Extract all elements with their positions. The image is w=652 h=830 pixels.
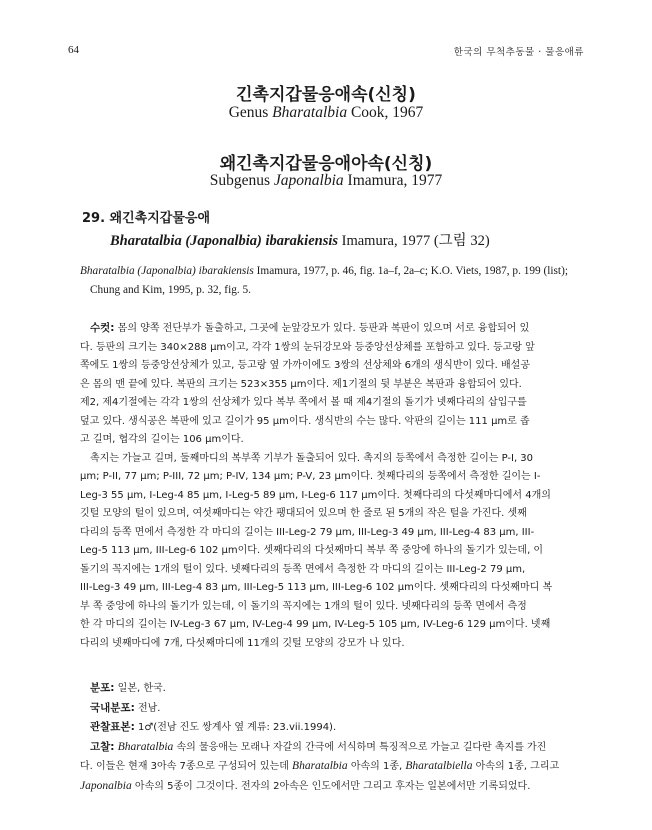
page-header xyxy=(68,44,584,58)
domestic-label: 국내분포: xyxy=(90,701,135,714)
desc-line: 은 몸의 맨 끝에 있다. 복판의 크기는 523×355 μm이다. 제1기절의 뒷 부분은 복판과 융합되어 있다. xyxy=(80,378,522,390)
page-number: 64 xyxy=(68,44,79,56)
subgenus-name: Japonalbia xyxy=(273,172,344,189)
subgenus-latin-title xyxy=(0,172,652,190)
species-heading xyxy=(82,207,490,250)
desc-line: 제2, 제4기절에는 각각 1쌍의 선상체가 있다 복부 쪽에서 볼 때 제4기절의 돌기가 넷째다리의 삽입구를 xyxy=(80,397,527,408)
synonymy-line-2: Chung and Kim, 1995, p. 32, fig. 5. xyxy=(90,284,251,296)
desc-line: III-Leg-3 49 μm, III-Leg-4 83 μm, III-Leg-5 113 μm, III-Leg-6 102 μm이다. 셋째다리의 다섯째마디 복 xyxy=(80,582,553,593)
notes-section xyxy=(80,679,578,796)
desc-line: 부 쪽 중앙에 하나의 돌기가 있는데, 이 돌기의 꼭지에는 1개의 털이 있다. 넷째다리의 등쪽 면에서 측정 xyxy=(80,600,527,612)
desc-line: 다리의 넷째마디에 7개, 다섯째마디에 11개의 깃털 모양의 강모가 나 있다. xyxy=(80,637,405,649)
synonymy-line-1 xyxy=(80,265,568,277)
subgenus-korean-title: 왜긴촉지갑물응애아속(신칭) xyxy=(219,154,433,174)
remarks-genus-name: Bharatalbia xyxy=(117,740,174,753)
domestic-value: 전남. xyxy=(134,702,161,714)
remarks-text: 속의 물응애는 모래나 자갈의 간극에 서식하며 특징적으로 가늘고 길다란 촉지를 가진 xyxy=(173,741,547,753)
domestic-distribution xyxy=(80,699,578,719)
species-number-korean: 29. 왜긴촉지갑물응애 xyxy=(82,211,211,226)
subgenus-author: Imamura, 1977 xyxy=(343,172,443,189)
desc-line: 깃털 모양의 털이 있으며, 여섯째마디는 약간 팽대되어 있으며 한 줄로 된 5개의 작은 털을 가진다. 셋째 xyxy=(80,508,527,519)
desc-line: Leg-3 55 μm, I-Leg-4 85 μm, I-Leg-5 89 μm, I-Leg-6 117 μm이다. 첫째다리의 다섯째마디에서 4개의 xyxy=(80,489,551,501)
remarks-line-3 xyxy=(80,777,578,797)
material-examined xyxy=(80,718,578,738)
desc-line xyxy=(80,319,578,339)
subgenus-prefix: Subgenus xyxy=(209,172,274,189)
remarks-text: 아속의 1종, 그리고 xyxy=(472,761,560,772)
remarks-line-2 xyxy=(80,757,578,777)
genus-prefix: Genus xyxy=(228,104,273,121)
species-latin-line xyxy=(82,229,490,250)
desc-line-text: 몸의 양쪽 전단부가 돌출하고, 그곳에 눈앞강모가 있다. 등판과 복판이 있으며 서로 융합되어 있 xyxy=(114,323,530,334)
remarks-subgenus-name: Bharatalbiella xyxy=(405,760,473,772)
desc-line: 돌기의 꼭지에는 1개의 털이 있다. 넷째다리의 등쪽 면에서 측정한 각 마디의 길이는 III-Leg-2 79 μm, xyxy=(80,563,526,575)
material-label: 관찰표본: xyxy=(90,721,135,733)
desc-line: 고 길며, 협각의 길이는 106 μm이다. xyxy=(80,434,244,445)
genus-korean-title: 긴촉지갑물응애속(신칭) xyxy=(236,85,416,105)
material-value: 1♂(전남 진도 쌍계사 옆 계류: 23.vii.1994). xyxy=(134,722,337,733)
desc-line: 다리의 등쪽 면에서 측정한 각 마디의 길이는 III-Leg-2 79 μm, III-Leg-3 49 μm, III-Leg-4 83 μm, III- xyxy=(80,526,535,538)
desc-line: Leg-5 113 μm, III-Leg-6 102 μm이다. 셋째다리의 다섯째마디 복부 쪽 중앙에 하나의 돌기가 있는데, 이 xyxy=(80,545,544,556)
genus-author: Cook, 1967 xyxy=(347,104,424,121)
distribution xyxy=(80,679,578,699)
description-male xyxy=(80,319,578,653)
remarks-text: 다. 이들은 현재 3아속 7종으로 구성되어 있는데 xyxy=(80,761,293,772)
distribution-value: 일본, 한국. xyxy=(114,683,166,694)
synonymy-refs: Imamura, 1977, p. 46, fig. 1a–f, 2a–c; K.O. Viets, 1987, p. 199 (list); xyxy=(253,265,568,277)
running-title: 한국의 무척추동물 · 물응애류 xyxy=(453,47,584,58)
desc-line: 촉지는 가늘고 길며, 둘째마디의 복부쪽 기부가 돌출되어 있다. 촉지의 등쪽에서 측정한 길이는 P-I, 30 xyxy=(90,452,534,464)
remarks-line-1 xyxy=(80,738,578,758)
species-author-ref: Imamura, 1977 (그림 32) xyxy=(338,233,490,249)
remarks-subgenus-name: Japonalbia xyxy=(80,779,132,792)
synonymy xyxy=(80,262,578,300)
synonymy-species-name: Bharatalbia (Japonalbia) ibarakiensis xyxy=(80,265,254,277)
remarks-text: 아속의 1종, xyxy=(347,761,406,772)
species-latin-name: Bharatalbia (Japonalbia) ibarakiensis xyxy=(110,233,339,249)
genus-name: Bharatalbia xyxy=(272,104,348,121)
remarks-text: 아속의 5종이 그것이다. 전자의 2아속은 인도에서만 그리고 후자는 일본에서만 기록되었다. xyxy=(131,780,531,792)
desc-line: 한 각 마디의 길이는 IV-Leg-3 67 μm, IV-Leg-4 99 μm, IV-Leg-5 105 μm, IV-Leg-6 129 μm이다. 넷째 xyxy=(80,619,551,630)
distribution-label: 분포: xyxy=(90,682,115,694)
desc-line: 다. 등판의 크기는 340×288 μm이고, 각각 1쌍의 눈뒤강모와 등중앙선상체를 포함하고 있다. 등고랑 앞 xyxy=(80,341,535,353)
desc-line: μm; P-II, 77 μm; P-III, 72 μm; P-IV, 134 μm; P-V, 23 μm이다. 첫째다리의 등쪽에서 측정한 길이는 I- xyxy=(80,471,541,482)
remarks-label: 고찰: xyxy=(90,740,115,753)
remarks-subgenus-name: Bharatalbia xyxy=(292,760,348,772)
description-label: 수컷: xyxy=(90,322,115,334)
genus-latin-title xyxy=(0,104,652,122)
desc-line: 덮고 있다. 생식공은 복판에 있고 길이가 95 μm이다. 생식반의 수는 많다. 악판의 길이는 111 μm로 좁 xyxy=(80,415,530,427)
desc-line: 쪽에도 1쌍의 등중앙선상체가 있고, 등고랑 옆 가까이에도 3쌍의 선상체와 6개의 생식반이 있다. 배설공 xyxy=(80,360,530,371)
